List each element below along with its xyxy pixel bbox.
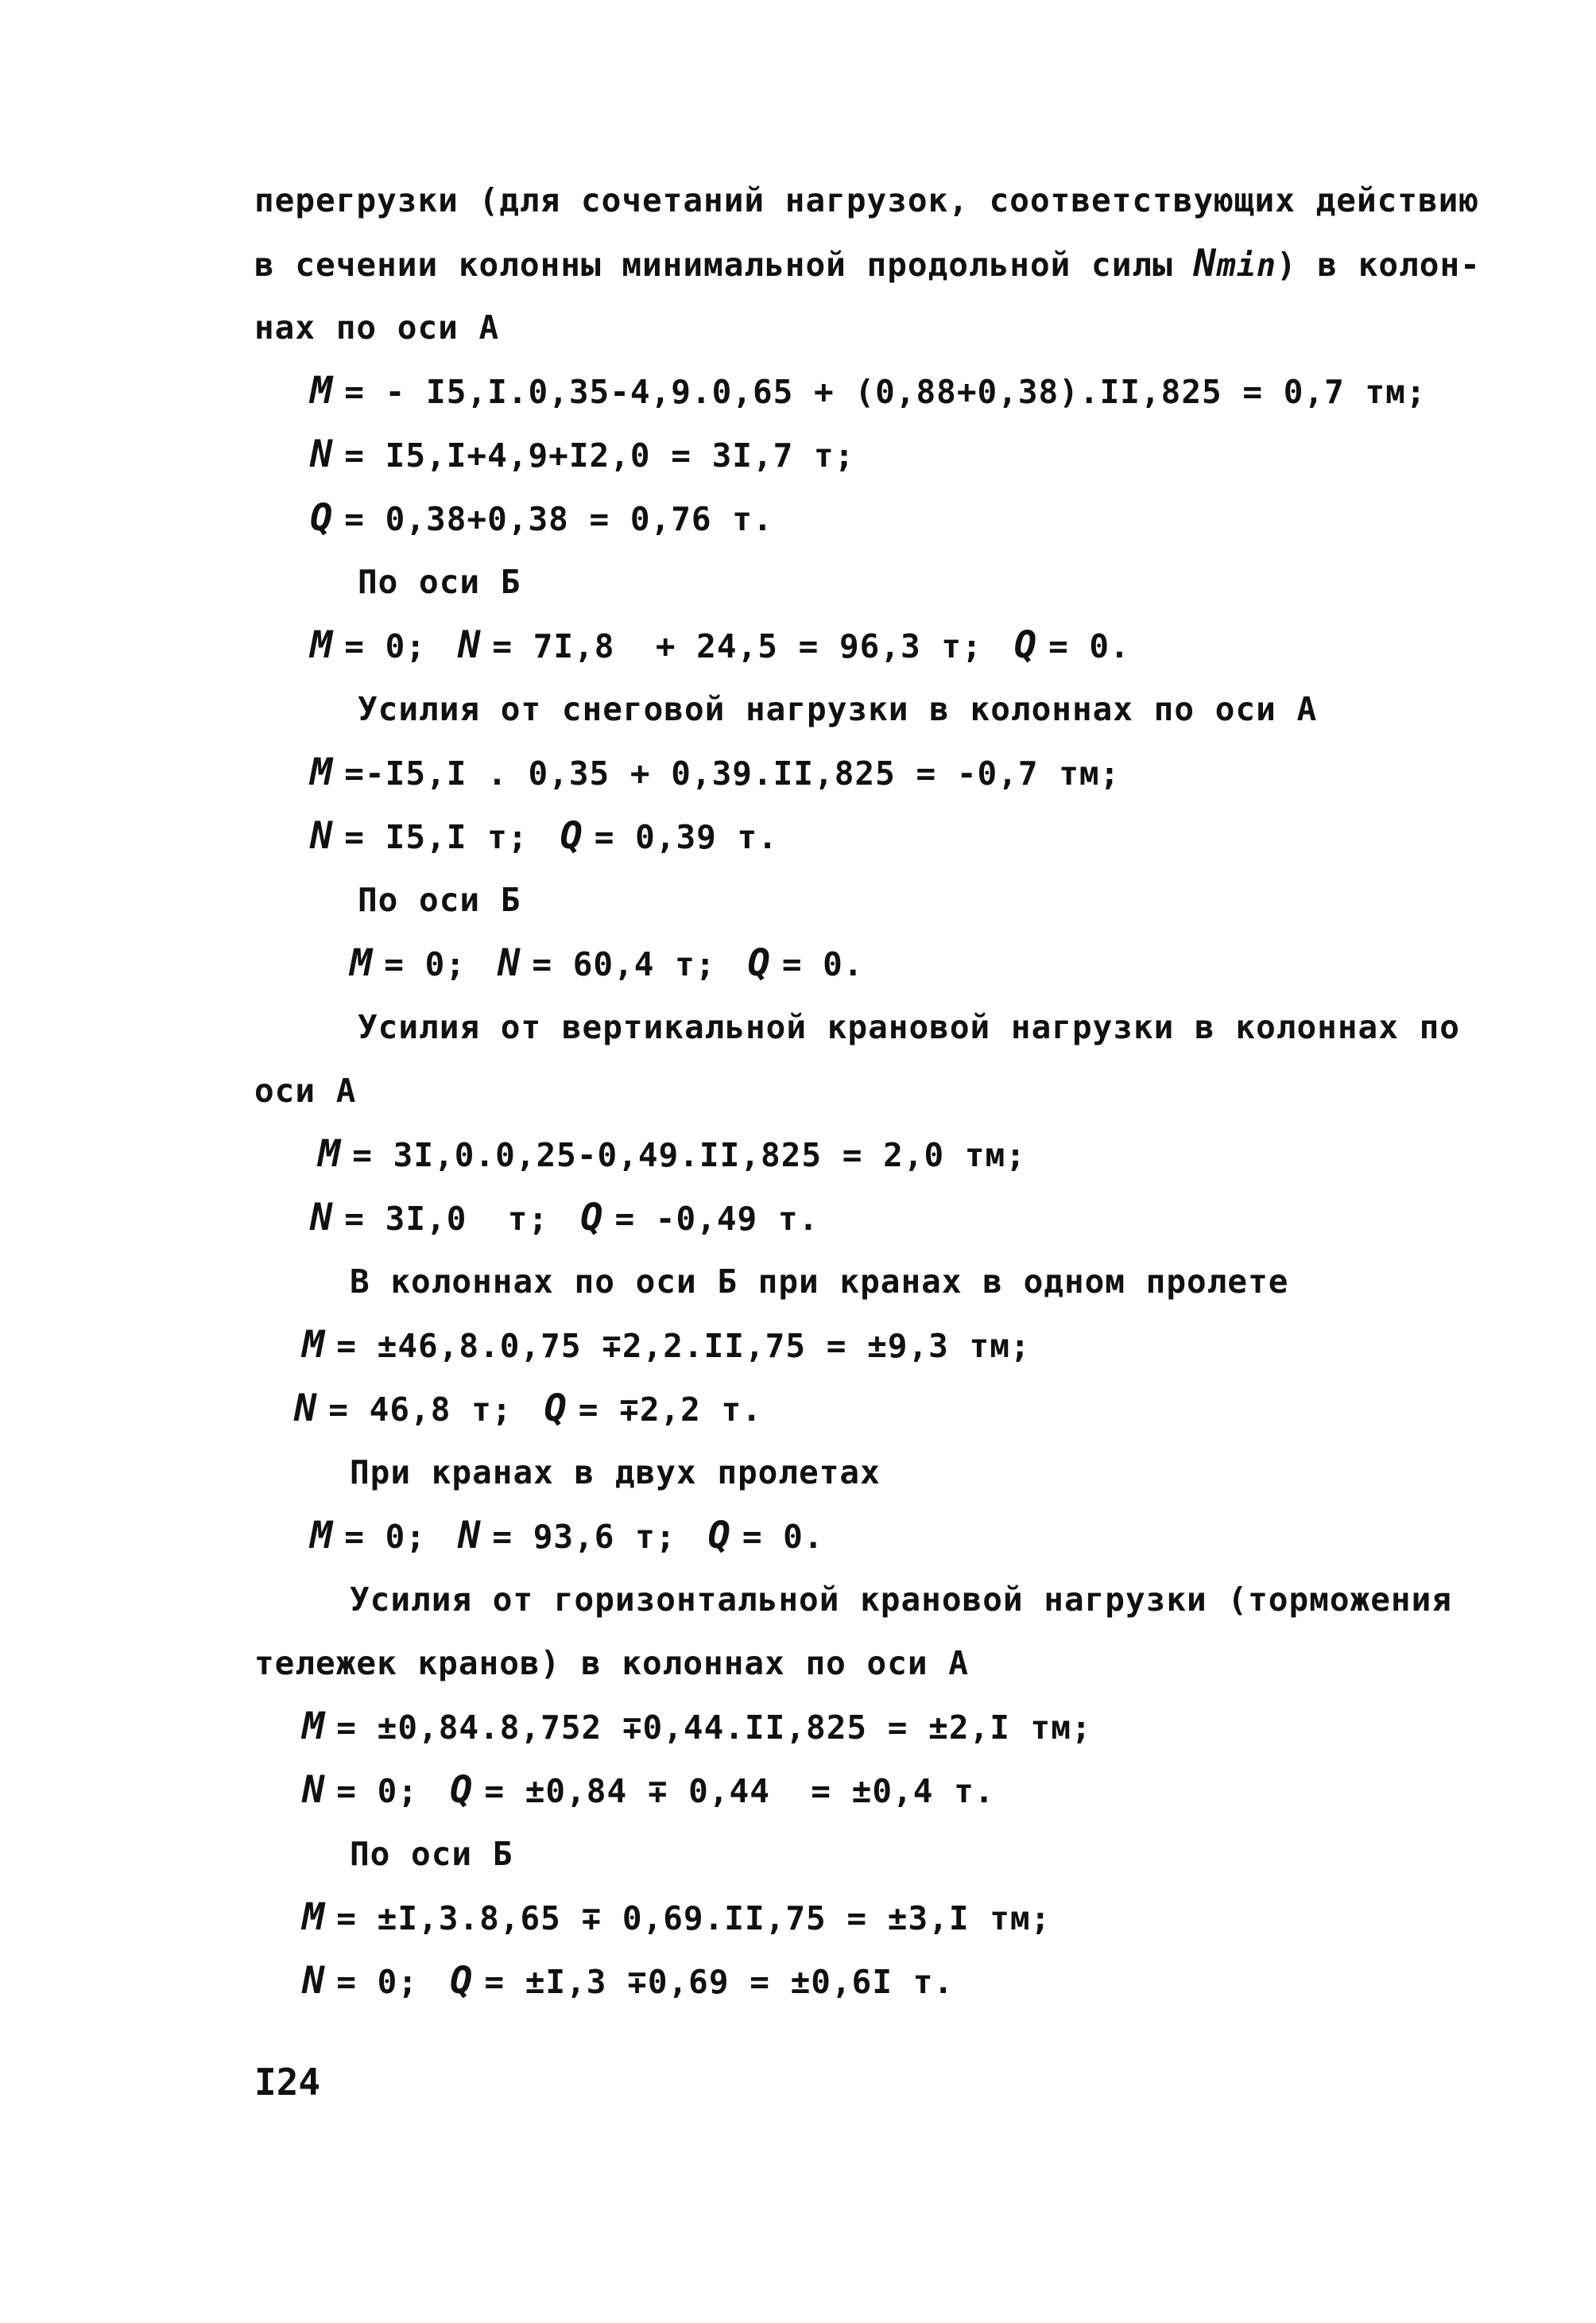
formula-n-expression: = I5,I+4,9+I2,0 = 3I,7 т; bbox=[344, 436, 855, 475]
formula-n-expression: = 93,6 т; bbox=[492, 1518, 676, 1556]
variable-n: N bbox=[458, 623, 482, 667]
variable-subscript: min bbox=[1216, 247, 1277, 284]
variable-q: Q bbox=[310, 496, 334, 540]
variable-q: Q bbox=[580, 1196, 604, 1239]
intro-line-3: нах по оси А bbox=[254, 308, 500, 347]
formula-m-expression: =-I5,I . 0,35 + 0,39.II,825 = -0,7 тм; bbox=[344, 754, 1121, 793]
variable-q: Q bbox=[450, 1959, 474, 2003]
formula-m bbox=[318, 1130, 1026, 1179]
formula-n-expression: = 0; bbox=[336, 1963, 419, 2001]
formula-m-expression: = ±I,3.8,65 ∓ 0,69.II,75 = ±3,I тм; bbox=[336, 1899, 1052, 1937]
section-heading: В колоннах по оси Б при кранах в одном пролете bbox=[350, 1262, 1289, 1301]
formula-mnq bbox=[310, 1512, 824, 1561]
formula-m bbox=[302, 1703, 1092, 1751]
formula-q-expression: = ±I,3 ∓0,69 = ±0,6I т. bbox=[484, 1963, 955, 2001]
formula-m bbox=[302, 1894, 1051, 1942]
intro-line-2-text: в сечении колонны минимальной продольной силы bbox=[254, 246, 1194, 284]
variable-n: N bbox=[302, 1768, 326, 1812]
formula-m bbox=[310, 367, 1427, 416]
formula-n-expression: = 60,4 т; bbox=[532, 945, 716, 983]
intro-line-2-tail: ) в колон- bbox=[1276, 246, 1481, 284]
variable-m: M bbox=[310, 1514, 334, 1557]
variable-n: N bbox=[1193, 242, 1217, 285]
formula-q bbox=[310, 494, 773, 543]
section-heading-continued: тележек кранов) в колоннах по оси А bbox=[254, 1644, 969, 1682]
section-heading: При кранах в двух пролетах bbox=[350, 1453, 881, 1491]
variable-q: Q bbox=[560, 814, 583, 858]
intro-line-2 bbox=[254, 240, 1481, 289]
formula-mnq bbox=[350, 940, 864, 988]
variable-n: N bbox=[294, 1386, 318, 1430]
formula-m-expression: = ±0,84.8,752 ∓0,44.II,825 = ±2,I тм; bbox=[336, 1708, 1092, 1747]
variable-m: M bbox=[302, 1895, 326, 1939]
page-number: I24 bbox=[254, 2061, 321, 2104]
formula-n bbox=[310, 431, 854, 479]
formula-m bbox=[302, 1321, 1031, 1370]
formula-q-expression: = ∓2,2 т. bbox=[578, 1390, 762, 1429]
formula-nq bbox=[310, 1194, 819, 1243]
formula-m-expression: = ±46,8.0,75 ∓2,2.II,75 = ±9,3 тм; bbox=[336, 1327, 1031, 1365]
formula-n-expression: = 7I,8 + 24,5 = 96,3 т; bbox=[492, 627, 982, 665]
variable-n: N bbox=[498, 941, 521, 985]
formula-q-expression: = 0. bbox=[781, 945, 864, 983]
formula-nq bbox=[302, 1766, 994, 1815]
variable-m: M bbox=[310, 369, 334, 413]
variable-n: N bbox=[458, 1514, 482, 1557]
section-heading-continued: оси А bbox=[254, 1072, 357, 1110]
formula-m bbox=[310, 749, 1120, 797]
variable-m: M bbox=[310, 623, 334, 667]
variable-q: Q bbox=[707, 1514, 731, 1557]
formula-nq bbox=[294, 1385, 762, 1433]
formula-q-expression: = 0. bbox=[1048, 627, 1130, 665]
formula-mnq bbox=[310, 622, 1130, 670]
formula-nq bbox=[302, 1957, 954, 2006]
variable-q: Q bbox=[544, 1386, 568, 1430]
variable-n: N bbox=[310, 432, 334, 476]
formula-m-expression: = 0; bbox=[344, 627, 427, 665]
variable-m: M bbox=[350, 941, 374, 985]
variable-m: M bbox=[318, 1132, 342, 1176]
formula-q-expression: = ±0,84 ∓ 0,44 = ±0,4 т. bbox=[484, 1772, 995, 1810]
section-heading: По оси Б bbox=[358, 563, 521, 601]
variable-n: N bbox=[302, 1959, 326, 2003]
section-heading: Усилия от горизонтальной крановой нагрузки (торможения bbox=[350, 1580, 1452, 1619]
formula-m-expression: = 0; bbox=[384, 945, 467, 983]
section-heading: Усилия от снеговой нагрузки в колоннах по оси А bbox=[358, 690, 1318, 728]
formula-q-expression: = 0,39 т. bbox=[594, 818, 778, 856]
variable-m: M bbox=[310, 750, 334, 794]
intro-line-1: перегрузки (для сочетаний нагрузок, соответствующих действию bbox=[254, 181, 1480, 219]
formula-q-expression: = -0,49 т. bbox=[614, 1200, 819, 1238]
variable-m: M bbox=[302, 1704, 326, 1748]
formula-n-expression: = 3I,0 т; bbox=[344, 1200, 549, 1238]
variable-q: Q bbox=[747, 941, 771, 985]
formula-n-expression: = 0; bbox=[336, 1772, 419, 1810]
section-heading: По оси Б bbox=[350, 1835, 513, 1873]
variable-m: M bbox=[302, 1323, 326, 1367]
formula-m-expression: = 0; bbox=[344, 1518, 427, 1556]
formula-m-expression: = - I5,I.0,35-4,9.0,65 + (0,88+0,38).II,825 = 0,7 тм; bbox=[344, 373, 1427, 411]
variable-q: Q bbox=[450, 1768, 474, 1812]
variable-n: N bbox=[310, 814, 334, 858]
formula-q-expression: = 0,38+0,38 = 0,76 т. bbox=[344, 500, 773, 538]
formula-q-expression: = 0. bbox=[742, 1518, 824, 1556]
formula-n-expression: = 46,8 т; bbox=[328, 1390, 513, 1429]
formula-m-expression: = 3I,0.0,25-0,49.II,825 = 2,0 тм; bbox=[352, 1136, 1026, 1174]
formula-n-expression: = I5,I т; bbox=[344, 818, 529, 856]
variable-q: Q bbox=[1013, 623, 1038, 667]
section-heading: Усилия от вертикальной крановой нагрузки в колоннах по bbox=[358, 1008, 1460, 1046]
section-heading: По оси Б bbox=[358, 881, 521, 919]
variable-n: N bbox=[310, 1196, 334, 1239]
formula-nq bbox=[310, 812, 778, 861]
